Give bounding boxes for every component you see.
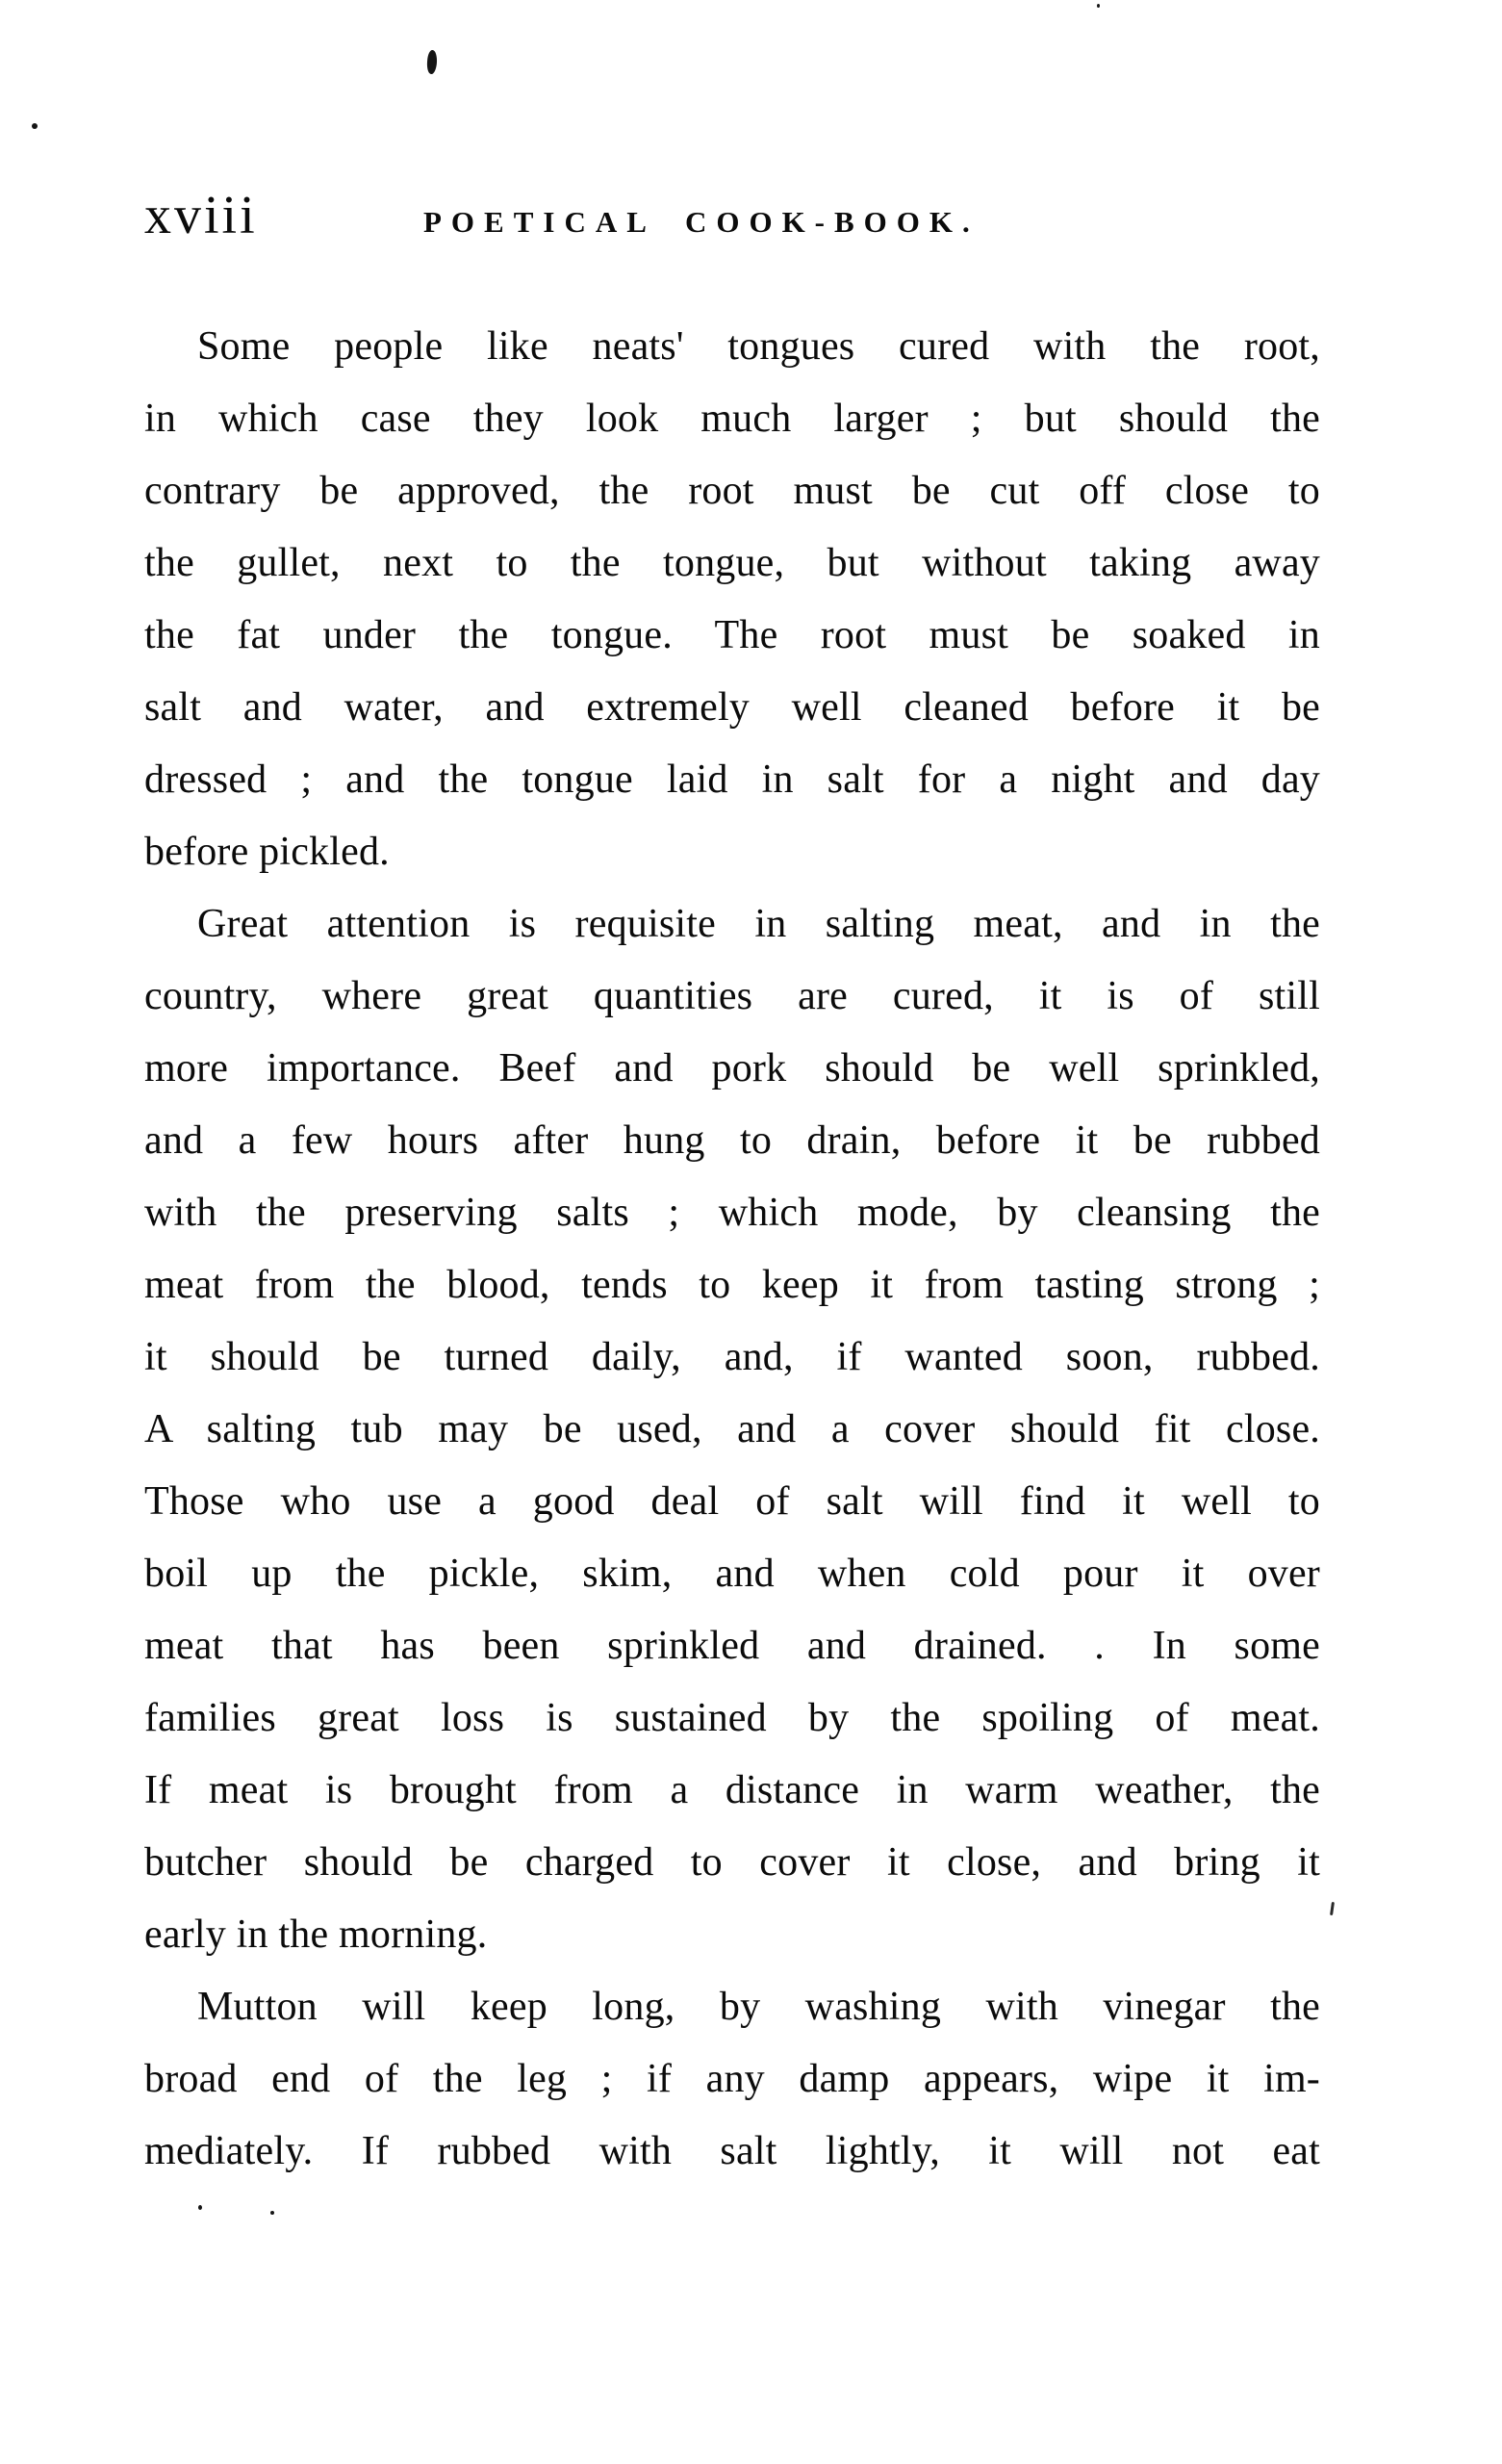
text-line: Great attention is requisite in salting meat, and in the [197,902,1320,946]
text-line: boil up the pickle, skim, and when cold pour it over [144,1552,1320,1596]
ink-speck [1097,4,1100,8]
text-line: broad end of the leg ; if any damp appears, wipe it im- [144,2057,1320,2101]
text-line: A salting tub may be used, and a cover should fit close. [144,1407,1320,1451]
text-line: mediately. If rubbed with salt lightly, it will not eat [144,2129,1320,2173]
text-line: families great loss is sustained by the spoiling of meat. [144,1696,1320,1740]
ink-speck [270,2211,274,2215]
text-line: early in the morning. [144,1912,488,1957]
text-line: before pickled. [144,830,390,874]
text-line: contrary be approved, the root must be cut off close to [144,469,1320,513]
page-number: xviii [144,186,258,245]
text-line: Those who use a good deal of salt will find it well to [144,1479,1320,1524]
text-line: dressed ; and the tongue laid in salt for a night and day [144,757,1320,802]
ink-speck [426,50,438,75]
text-line: salt and water, and extremely well cleaned before it be [144,685,1320,730]
text-line: with the preserving salts ; which mode, by cleansing the [144,1191,1320,1235]
paragraph [144,1971,1320,2188]
body-text [144,311,1320,2188]
ink-speck [32,123,38,129]
text-line: more importance. Beef and pork should be well sprinkled, [144,1046,1320,1091]
ink-speck [1330,1902,1335,1915]
text-line: the fat under the tongue. The root must be soaked in [144,613,1320,657]
text-line: the gullet, next to the tongue, but without taking away [144,541,1320,585]
text-line: meat that has been sprinkled and drained. . In some [144,1624,1320,1668]
running-head [144,186,1320,246]
text-line: butcher should be charged to cover it close, and bring it [144,1840,1320,1885]
text-line: in which case they look much larger ; but should the [144,397,1320,441]
text-line: If meat is brought from a distance in warm weather, the [144,1768,1320,1812]
text-line: it should be turned daily, and, if wanted soon, rubbed. [144,1335,1320,1379]
text-line: Mutton will keep long, by washing with vinegar the [197,1985,1320,2029]
paragraph [144,311,1320,888]
text-line: Some people like neats' tongues cured with the root, [197,324,1320,369]
text-line: and a few hours after hung to drain, before it be rubbed [144,1118,1320,1163]
ink-speck [198,2205,202,2210]
text-line: country, where great quantities are cured, it is of still [144,974,1320,1018]
paragraph [144,888,1320,1971]
running-title: POETICAL COOK-BOOK. [423,205,980,239]
text-line: meat from the blood, tends to keep it from tasting strong ; [144,1263,1320,1307]
